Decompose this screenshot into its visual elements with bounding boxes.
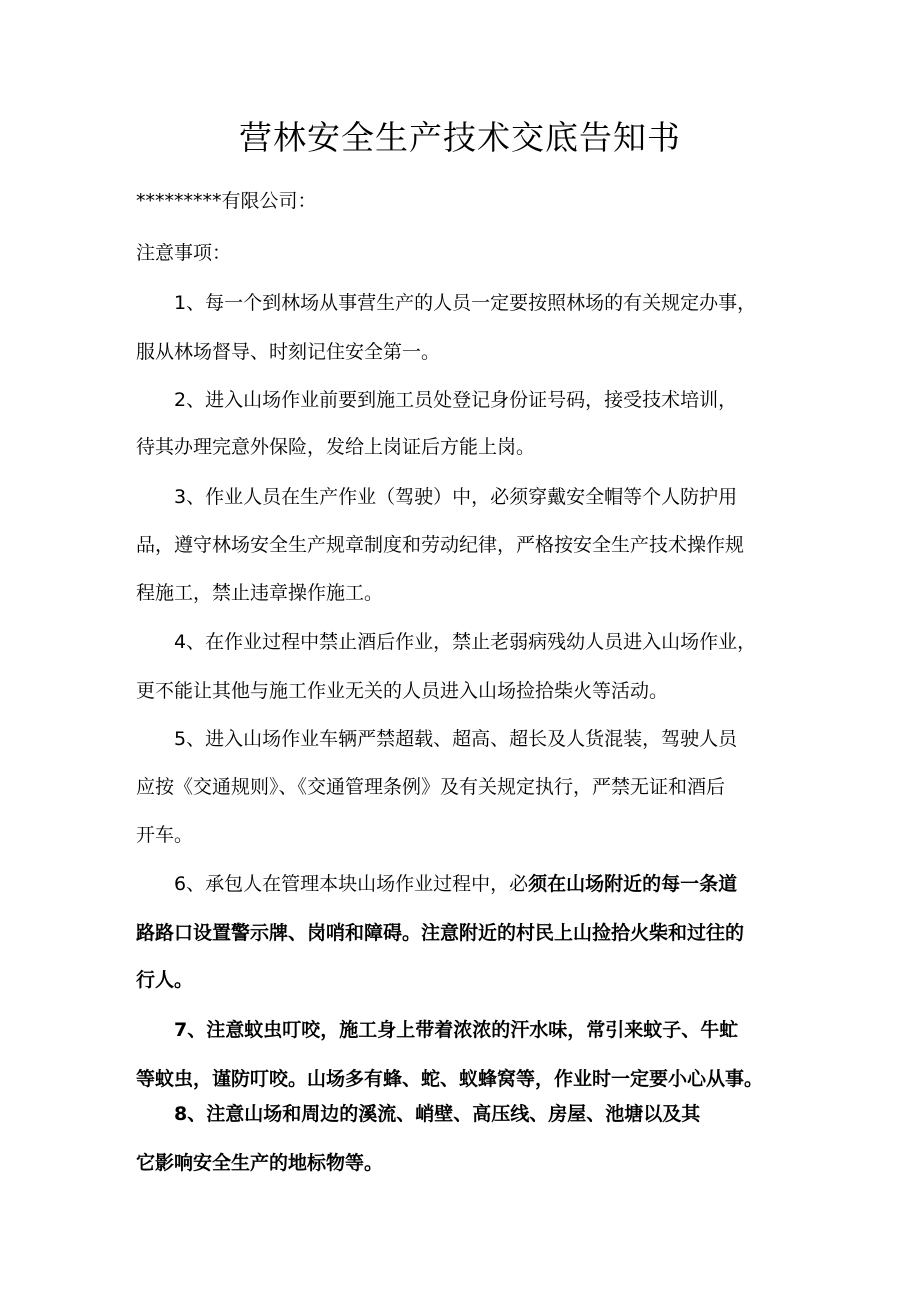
item-6-line-3: 行人。 [136, 969, 194, 991]
item-6-line-2: 路路口设置警示牌、岗哨和障碍。注意附近的村民上山捡拾火柴和过往的 [136, 922, 745, 944]
item-3-line-3: 程施工，禁止违章操作施工。 [136, 582, 384, 604]
document-title: 营林安全生产技术交底告知书 [239, 118, 681, 157]
item-7-line-1: 7、注意蚊虫叮咬，施工身上带着浓浓的汗水味，常引来蚊子、牛虻 [174, 1019, 739, 1041]
item-4-line-1: 4、在作业过程中禁止酒后作业，禁止老弱病残幼人员进入山场作业， [174, 631, 757, 653]
addressee-line: *********有限公司： [136, 190, 317, 212]
item-6-line-1-plain: 6、承包人在管理本块山场作业过程中，必 [174, 873, 529, 895]
item-1-line-1: 1、每一个到林场从事营生产的人员一定要按照林场的有关规定办事， [174, 292, 757, 314]
item-3-line-2: 品，遵守林场安全生产规章制度和劳动纪律，严格按安全生产技术操作规 [136, 534, 745, 556]
item-5-line-2: 应按《交通规则》、《交通管理条例》及有关规定执行，严禁无证和酒后 [136, 776, 726, 798]
notice-heading: 注意事项： [136, 242, 232, 264]
item-5-line-3: 开车。 [136, 824, 194, 846]
item-2-line-2: 待其办理完意外保险，发给上岗证后方能上岗。 [136, 436, 536, 458]
item-6-line-1-bold: 须在山场附近的每一条道 [528, 873, 738, 895]
item-5-line-1: 5、进入山场作业车辆严禁超载、超高、超长及人货混装，驾驶人员 [174, 728, 738, 750]
item-7-line-2: 等蚊虫，谨防叮咬。山场多有蜂、蛇、蚁蜂窝等，作业时一定要小心从事。 [136, 1068, 764, 1090]
item-8-line-1: 8、注意山场和周边的溪流、峭壁、高压线、房屋、池塘以及其 [174, 1103, 701, 1125]
item-4-line-2: 更不能让其他与施工作业无关的人员进入山场捡拾柴火等活动。 [136, 680, 669, 702]
item-2-line-1: 2、进入山场作业前要到施工员处登记身份证号码，接受技术培训， [174, 389, 738, 411]
item-3-line-1: 3、作业人员在生产作业（驾驶）中，必须穿戴安全帽等个人防护用 [174, 486, 738, 508]
item-8-line-2: 它影响安全生产的地标物等。 [136, 1152, 384, 1174]
item-6-line-1 [174, 870, 737, 898]
item-1-line-2: 服从林场督导、时刻记住安全第一。 [136, 341, 441, 363]
